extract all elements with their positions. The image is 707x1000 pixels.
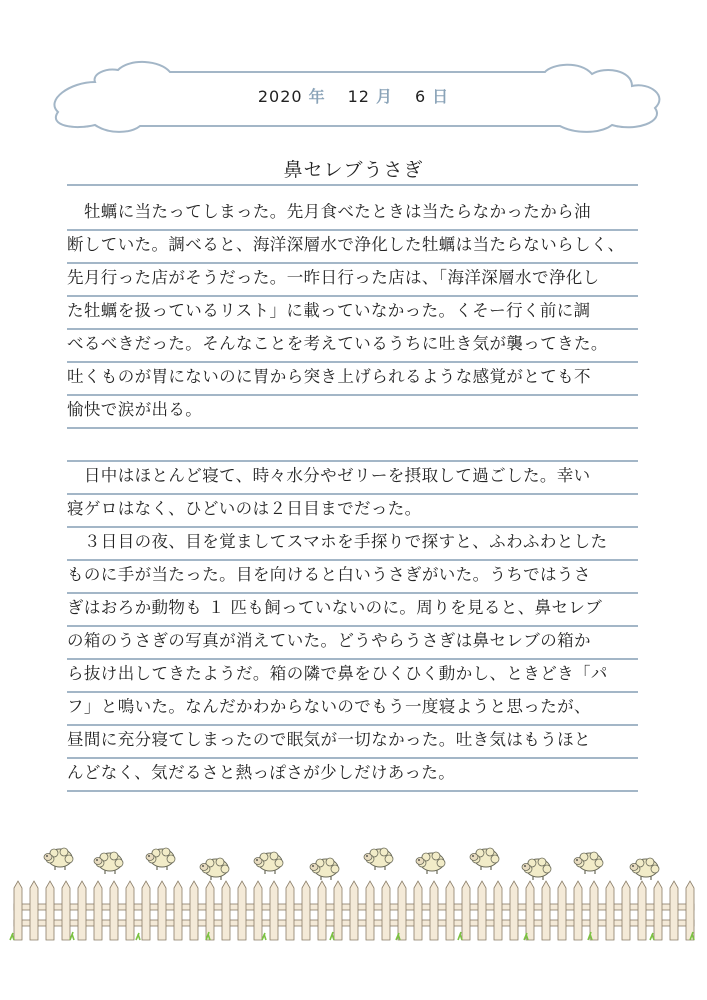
sheep-icon: [44, 848, 659, 880]
cloud-header-icon: [0, 0, 707, 140]
diary-line: ぎはおろか動物も １ 匹も飼っていないのに。周りを見ると、鼻セレブ: [67, 598, 603, 617]
date-month-unit: 月: [375, 87, 393, 106]
diary-line: の箱のうさぎの写真が消えていた。どうやらうさぎは鼻セレブの箱か: [67, 631, 591, 650]
diary-line: た牡蠣を扱っているリスト」に載っていなかった。くそー行く前に調: [67, 301, 591, 320]
page-title: 鼻セレブうさぎ: [283, 159, 424, 181]
diary-line: 断していた。調べると、海洋深層水で浄化した牡蠣は当たらないらしく、: [67, 235, 625, 254]
date-day: 6: [414, 87, 427, 106]
diary-line: 愉快で涙が出る。: [67, 400, 203, 419]
sheep-fence-illustration: [0, 840, 707, 1000]
diary-line: 吐くものが胃にないのに胃から突き上げられるような感覚がとても不: [67, 367, 591, 386]
diary-line: ３日目の夜、目を覚ましてスマホを手探りで探すと、ふわふわとした: [67, 532, 608, 551]
diary-line: [67, 428, 638, 458]
diary-line: ものに手が当たった。目を向けると白いうさぎがいた。うちではうさ: [67, 565, 591, 584]
ruled-line: [67, 790, 638, 792]
diary-line: んどなく、気だるさと熱っぽさが少しだけあった。: [67, 763, 456, 782]
diary-date: [0, 84, 707, 107]
date-year-unit: 年: [308, 87, 326, 106]
date-day-unit: 日: [432, 87, 450, 106]
date-year: 2020: [257, 87, 303, 106]
diary-line: 日中はほとんど寝て、時々水分やゼリーを摂取して過ごした。幸い: [67, 466, 591, 485]
diary-line: フ」と鳴いた。なんだかわからないのでもう一度寝ようと思ったが、: [67, 697, 591, 716]
diary-line: 牡蠣に当たってしまった。先月食べたときは当たらなかったから油: [67, 202, 591, 221]
diary-line: 先月行った店がそうだった。一昨日行った店は、「海洋深層水で浄化し: [67, 268, 600, 287]
diary-line: ら抜け出してきたようだ。箱の隣で鼻をひくひく動かし、ときどき「パ: [67, 664, 608, 683]
ruled-line: [67, 184, 638, 186]
diary-line: 寝ゲロはなく、ひどいのは２日目までだった。: [67, 499, 422, 518]
date-month: 12: [347, 87, 370, 106]
diary-line: べるべきだった。そんなことを考えているうちに吐き気が襲ってきた。: [67, 334, 608, 353]
diary-line: 昼間に充分寝てしまったので眠気が一切なかった。吐き気はもうほと: [67, 730, 591, 749]
fence-icon: [14, 881, 694, 940]
